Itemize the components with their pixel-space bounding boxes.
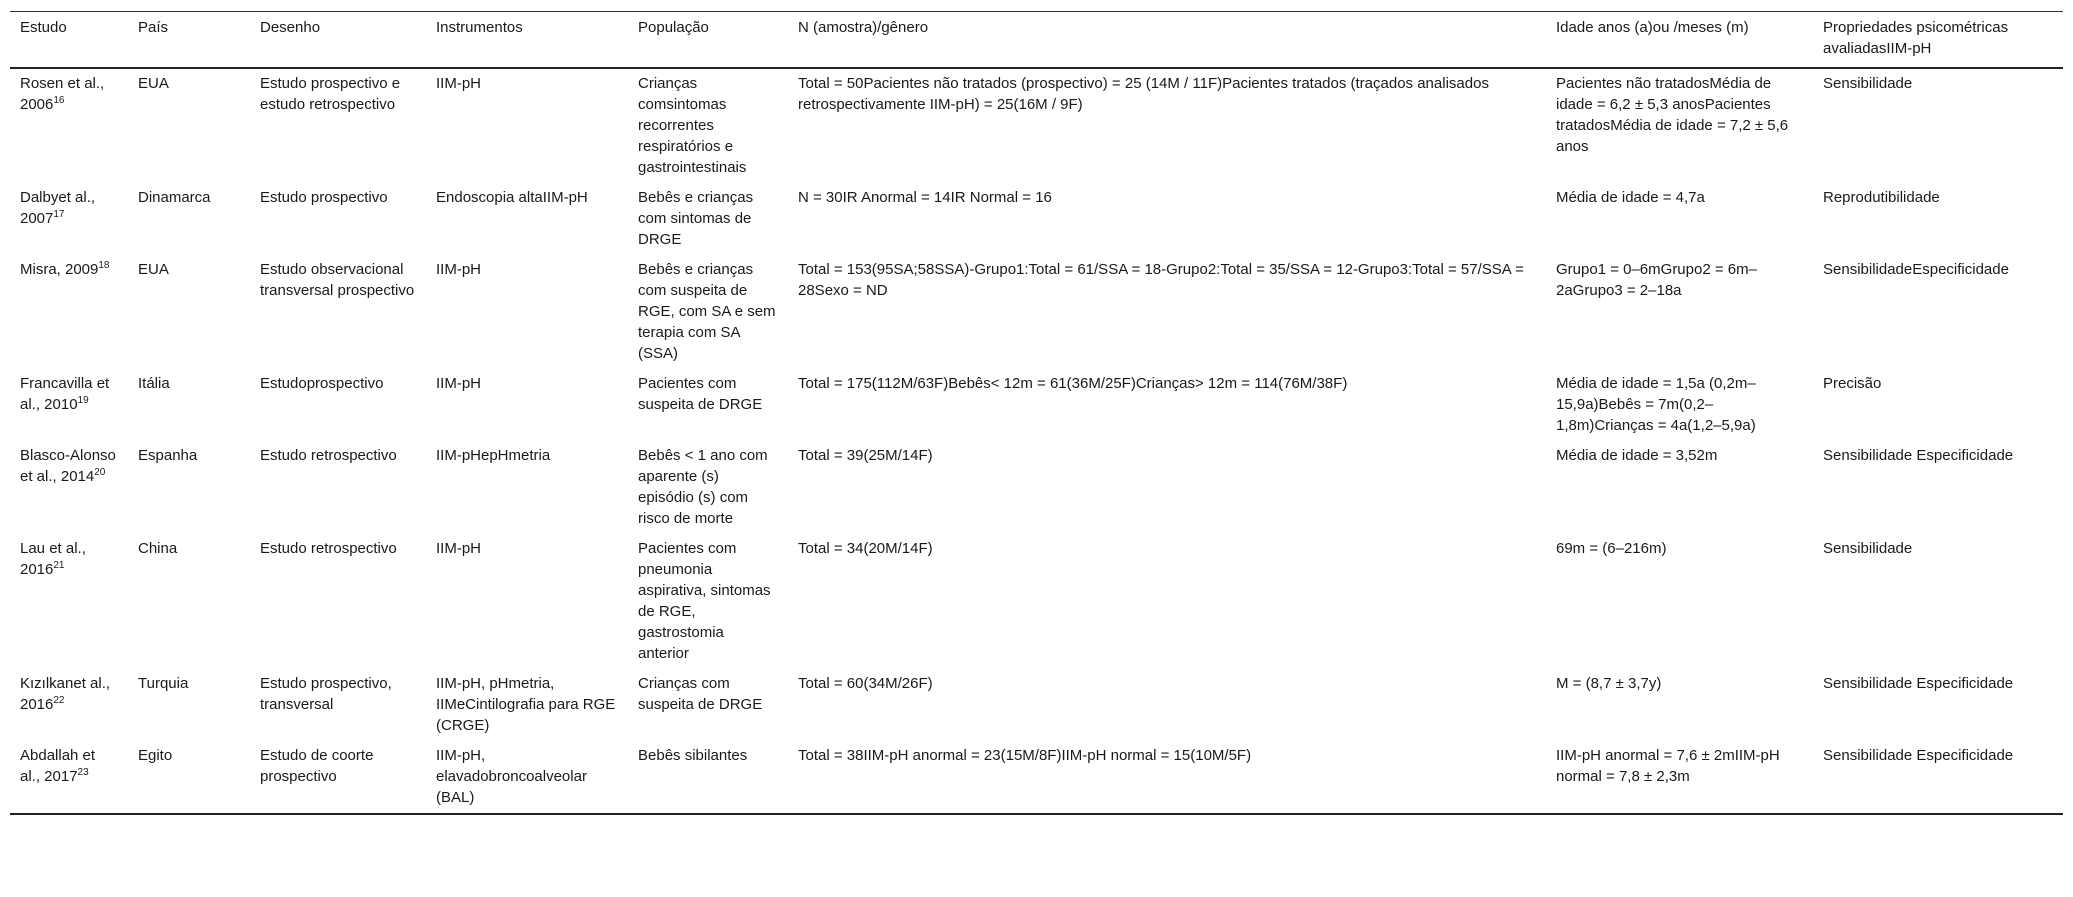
cell-estudo	[10, 369, 128, 441]
header-populacao: População	[638, 19, 709, 36]
cell-populacao: Bebês sibilantes	[638, 747, 748, 764]
cell-instrumentos: IIM-pHepHmetria	[436, 447, 551, 464]
study-name: Francavilla et al., 2010	[20, 375, 110, 413]
cell-idade: IIM-pH anormal = 7,6 ± 2mIIM-pH normal = 7,8 ± 2,3m	[1556, 747, 1780, 785]
table-row	[10, 369, 2063, 441]
table-row	[10, 741, 2063, 814]
cell-pais: EUA	[138, 75, 169, 92]
cell-n-amostra: N = 30IR Anormal = 14IR Normal = 16	[798, 189, 1052, 206]
cell-n-amostra: Total = 38IIM-pH anormal = 23(15M/8F)IIM-pH normal = 15(10M/5F)	[798, 747, 1252, 764]
cell-estudo	[10, 741, 128, 814]
header-desenho: Desenho	[260, 19, 321, 36]
cell-idade: M = (8,7 ± 3,7y)	[1556, 675, 1662, 692]
cell-populacao: Crianças com suspeita de DRGE	[638, 675, 763, 713]
cell-pais: Itália	[138, 375, 170, 392]
cell-desenho: Estudo prospectivo	[260, 189, 388, 206]
header-estudo: Estudo	[20, 19, 67, 36]
cell-propriedades: Precisão	[1823, 375, 1882, 392]
cell-estudo	[10, 183, 128, 255]
cell-populacao: Bebês e crianças com suspeita de RGE, com SA e sem terapia com SA (SSA)	[638, 261, 776, 362]
header-instrumentos: Instrumentos	[436, 19, 523, 36]
study-name: Dalbyet al., 2007	[20, 189, 96, 227]
cell-idade: 69m = (6–216m)	[1556, 540, 1667, 557]
studies-table	[10, 11, 2063, 815]
reference-number: 17	[53, 209, 65, 220]
study-name: Lau et al., 2016	[20, 540, 86, 578]
study-name: Abdallah et al., 2017	[20, 747, 96, 785]
cell-n-amostra: Total = 60(34M/26F)	[798, 675, 933, 692]
cell-pais: China	[138, 540, 178, 557]
cell-estudo	[10, 534, 128, 669]
reference-number: 16	[53, 95, 65, 106]
table-row	[10, 255, 2063, 369]
study-name: Misra, 2009	[20, 261, 99, 278]
cell-propriedades: Sensibilidade Especificidade	[1823, 675, 2014, 692]
cell-estudo	[10, 255, 128, 369]
cell-propriedades: SensibilidadeEspecificidade	[1823, 261, 2009, 278]
cell-instrumentos: IIM-pH, pHmetria, IIMeCintilografia para RGE (CRGE)	[436, 675, 616, 734]
cell-pais: EUA	[138, 261, 169, 278]
cell-n-amostra: Total = 153(95SA;58SSA)-Grupo1:Total = 61/SSA = 18-Grupo2:Total = 35/SSA = 12-Grupo3:Total = 57/SSA = 28Sexo = ND	[798, 261, 1524, 299]
reference-number: 21	[53, 560, 65, 571]
cell-populacao: Bebês e crianças com sintomas de DRGE	[638, 189, 754, 248]
study-name: Rosen et al., 2006	[20, 75, 105, 113]
table-row	[10, 183, 2063, 255]
cell-populacao: Crianças comsintomas recorrentes respiratórios e gastrointestinais	[638, 75, 747, 176]
cell-estudo	[10, 669, 128, 741]
cell-idade: Média de idade = 1,5a (0,2m–15,9a)Bebês = 7m(0,2–1,8m)Crianças = 4a(1,2–5,9a)	[1556, 375, 1756, 434]
cell-propriedades: Sensibilidade	[1823, 75, 1913, 92]
reference-number: 23	[77, 767, 89, 778]
cell-estudo	[10, 68, 128, 183]
cell-desenho: Estudo de coorte prospectivo	[260, 747, 374, 785]
study-name: Kızılkanet al., 2016	[20, 675, 111, 713]
cell-instrumentos: IIM-pH	[436, 75, 481, 92]
cell-pais: Turquia	[138, 675, 189, 692]
cell-idade: Média de idade = 4,7a	[1556, 189, 1705, 206]
cell-instrumentos: IIM-pH, elavadobroncoalveolar (BAL)	[436, 747, 587, 806]
reference-number: 20	[94, 467, 106, 478]
cell-propriedades: Reprodutibilidade	[1823, 189, 1940, 206]
cell-populacao: Pacientes com pneumonia aspirativa, sintomas de RGE, gastrostomia anterior	[638, 540, 771, 662]
header-pais: País	[138, 19, 169, 36]
cell-propriedades: Sensibilidade Especificidade	[1823, 747, 2014, 764]
cell-pais: Espanha	[138, 447, 198, 464]
table-row	[10, 441, 2063, 534]
header-idade: Idade anos (a)ou /meses (m)	[1556, 19, 1749, 36]
reference-number: 18	[98, 260, 110, 271]
cell-instrumentos: Endoscopia altaIIM-pH	[436, 189, 588, 206]
cell-instrumentos: IIM-pH	[436, 540, 481, 557]
cell-instrumentos: IIM-pH	[436, 375, 481, 392]
cell-populacao: Bebês < 1 ano com aparente (s) episódio (s) com risco de morte	[638, 447, 768, 527]
cell-pais: Egito	[138, 747, 173, 764]
header-row	[10, 12, 2063, 69]
cell-desenho: Estudo prospectivo e estudo retrospectivo	[260, 75, 401, 113]
cell-idade: Pacientes não tratadosMédia de idade = 6,2 ± 5,3 anosPacientes tratadosMédia de idade = 7,2 ± 5,6 anos	[1556, 75, 1789, 155]
header-n-amostra: N (amostra)/gênero	[798, 19, 929, 36]
cell-propriedades: Sensibilidade Especificidade	[1823, 447, 2014, 464]
cell-propriedades: Sensibilidade	[1823, 540, 1913, 557]
studies-table-container	[10, 11, 2063, 815]
cell-instrumentos: IIM-pH	[436, 261, 481, 278]
cell-idade: Grupo1 = 0–6mGrupo2 = 6m–2aGrupo3 = 2–18a	[1556, 261, 1757, 299]
cell-estudo	[10, 441, 128, 534]
cell-desenho: Estudo observacional transversal prospectivo	[260, 261, 415, 299]
table-row	[10, 669, 2063, 741]
table-row	[10, 534, 2063, 669]
table-body	[10, 68, 2063, 814]
reference-number: 22	[53, 695, 65, 706]
cell-desenho: Estudo retrospectivo	[260, 447, 397, 464]
table-row	[10, 68, 2063, 183]
cell-n-amostra: Total = 34(20M/14F)	[798, 540, 933, 557]
cell-n-amostra: Total = 39(25M/14F)	[798, 447, 933, 464]
cell-desenho: Estudoprospectivo	[260, 375, 384, 392]
cell-n-amostra: Total = 50Pacientes não tratados (prospectivo) = 25 (14M / 11F)Pacientes tratados (traçados analisados retrospectivamente IIM-pH) = 25(16M / 9F)	[798, 75, 1489, 113]
cell-idade: Média de idade = 3,52m	[1556, 447, 1718, 464]
reference-number: 19	[77, 395, 89, 406]
cell-populacao: Pacientes com suspeita de DRGE	[638, 375, 763, 413]
cell-desenho: Estudo prospectivo, transversal	[260, 675, 392, 713]
cell-pais: Dinamarca	[138, 189, 211, 206]
cell-n-amostra: Total = 175(112M/63F)Bebês< 12m = 61(36M/25F)Crianças> 12m = 114(76M/38F)	[798, 375, 1348, 392]
header-propriedades: Propriedades psicométricas avaliadasIIM-pH	[1823, 19, 2009, 57]
study-name: Blasco-Alonso et al., 2014	[20, 447, 116, 485]
table-header	[10, 12, 2063, 69]
cell-desenho: Estudo retrospectivo	[260, 540, 397, 557]
